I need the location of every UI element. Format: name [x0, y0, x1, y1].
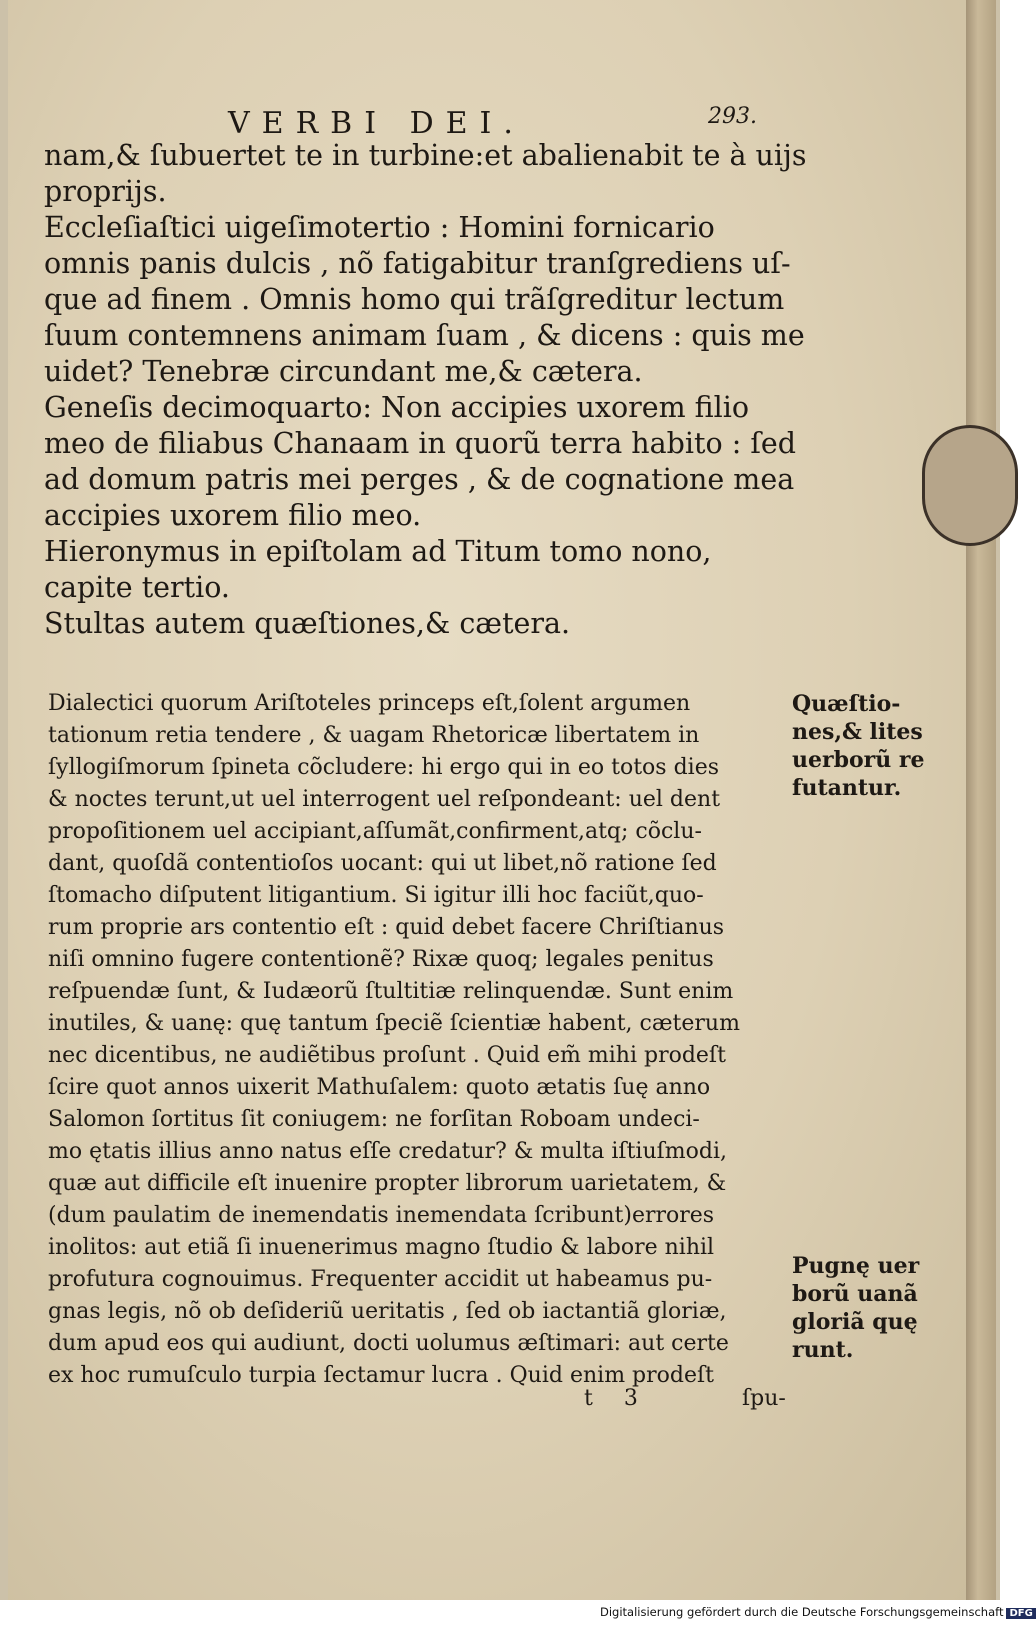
main-line: ad domum patris mei perges , & de cognatione mea	[44, 463, 795, 496]
commentary-line: ſtomacho diſputent litigantium. Si igitur illi hoc faciũt,quo-	[48, 883, 704, 908]
main-line: meo de filiabus Chanaam in quorũ terra habito : ſed	[44, 427, 797, 460]
main-line: uidet? Tenebræ circundant me,& cætera.	[44, 355, 643, 388]
signature-mark: t 3	[584, 1386, 638, 1411]
credit-text: Digitalisierung gefördert durch die Deutsche Forschungsgemeinschaft	[600, 1605, 1004, 1619]
main-line: nam,& ſubuertet te in turbine:et abalienabit te à uijs	[44, 139, 807, 172]
running-title: VERBI DEI.	[228, 106, 525, 141]
gloss-line: nes,& lites	[792, 719, 923, 745]
commentary-line: reſpuendæ ſunt, & Iudæorũ ſtultitiæ relinquendæ. Sunt enim	[48, 979, 734, 1004]
catchword: ſpu-	[742, 1386, 786, 1411]
main-line: Hieronymus in epiſtolam ad Titum tomo nono,	[44, 535, 712, 568]
gloss-line: borũ uanã	[792, 1281, 918, 1307]
main-line: Stultas autem quæſtiones,& cætera.	[44, 607, 571, 640]
gloss-line: gloriã quę	[792, 1309, 918, 1335]
gloss-line: runt.	[792, 1337, 854, 1363]
commentary-block	[48, 688, 788, 1392]
digitization-credit	[600, 1605, 1033, 1625]
page-edges	[966, 0, 996, 1600]
commentary-line: Salomon ſortitus ſit coniugem: ne forſitan Roboam undeci-	[48, 1107, 700, 1132]
commentary-line: nec dicentibus, ne audiẽtibus proſunt . Quid em̃ mihi prodeſt	[48, 1043, 726, 1068]
commentary-line: inutiles, & uanę: quę tantum ſpeciẽ ſcientiæ habent, cæterum	[48, 1011, 740, 1036]
main-line: accipies uxorem filio meo.	[44, 499, 422, 532]
gloss-line: uerborũ re	[792, 747, 925, 773]
commentary-line: niſi omnino fugere contentionẽ? Rixæ quoq; legales penitus	[48, 947, 714, 972]
commentary-line: rum proprie ars contentio eſt : quid debet facere Chriſtianus	[48, 915, 725, 940]
main-line: que ad finem . Omnis homo qui trãſgreditur lectum	[44, 283, 785, 316]
commentary-line: inolitos: aut etiã ſi inuenerimus magno ſtudio & labore nihil	[48, 1235, 715, 1260]
marginal-gloss-2	[792, 1252, 932, 1364]
commentary-line: dum apud eos qui audiunt, docti uolumus æſtimari: aut certe	[48, 1331, 729, 1356]
commentary-line: (dum paulatim de inemendatis inemendata ſcribunt)errores	[48, 1203, 715, 1228]
gloss-line: Pugnę uer	[792, 1253, 920, 1279]
folio-number: 293.	[708, 104, 757, 129]
commentary-line: ſcire quot annos uixerit Mathuſalem: quoto ætatis ſuę anno	[48, 1075, 711, 1100]
main-line: ſuum contemnens animam ſuam , & dicens : quis me	[44, 319, 805, 352]
commentary-line: gnas legis, nõ ob deſideriũ ueritatis , ſed ob iactantiã gloriæ,	[48, 1299, 727, 1324]
commentary-line: quæ aut difficile eſt inuenire propter librorum uarietatem, &	[48, 1171, 727, 1196]
commentary-line: mo ętatis illius anno natus eſſe credatur? & multa iſtiuſmodi,	[48, 1139, 727, 1164]
commentary-line: propoſitionem uel accipiant,aſſumãt,confirment,atq; cõclu-	[48, 819, 702, 844]
main-line: capite tertio.	[44, 571, 230, 604]
commentary-line: tationum retia tendere , & uagam Rhetoricæ libertatem in	[48, 723, 700, 748]
gloss-line: futantur.	[792, 775, 902, 801]
gloss-line: Quæſtio-	[792, 691, 901, 717]
main-line: omnis panis dulcis , nõ fatigabitur tranſgrediens uſ-	[44, 247, 791, 280]
main-line: proprijs.	[44, 175, 167, 208]
commentary-line: Dialectici quorum Ariſtoteles princeps eſt,ſolent argumen	[48, 691, 691, 716]
commentary-line: dant, quoſdã contentioſos uocant: qui ut libet,nõ ratione ſed	[48, 851, 717, 876]
main-line: Geneſis decimoquarto: Non accipies uxorem filio	[44, 391, 750, 424]
book-clasp	[922, 425, 1018, 546]
marginal-gloss-1	[792, 690, 932, 802]
commentary-line: profutura cognouimus. Frequenter accidit ut habeamus pu-	[48, 1267, 713, 1292]
main-line: Eccleſiaſtici uigeſimotertio : Homini fornicario	[44, 211, 715, 244]
dfg-logo: DFG	[1006, 1608, 1035, 1619]
main-text-block	[44, 138, 807, 642]
commentary-line: ex hoc rumuſculo turpia ſectamur lucra . Quid enim prodeſt	[48, 1363, 714, 1388]
commentary-line: ſyllogiſmorum ſpineta cõcludere: hi ergo qui in eo totos dies	[48, 755, 720, 780]
commentary-line: & noctes terunt,ut uel interrogent uel reſpondeant: uel dent	[48, 787, 721, 812]
